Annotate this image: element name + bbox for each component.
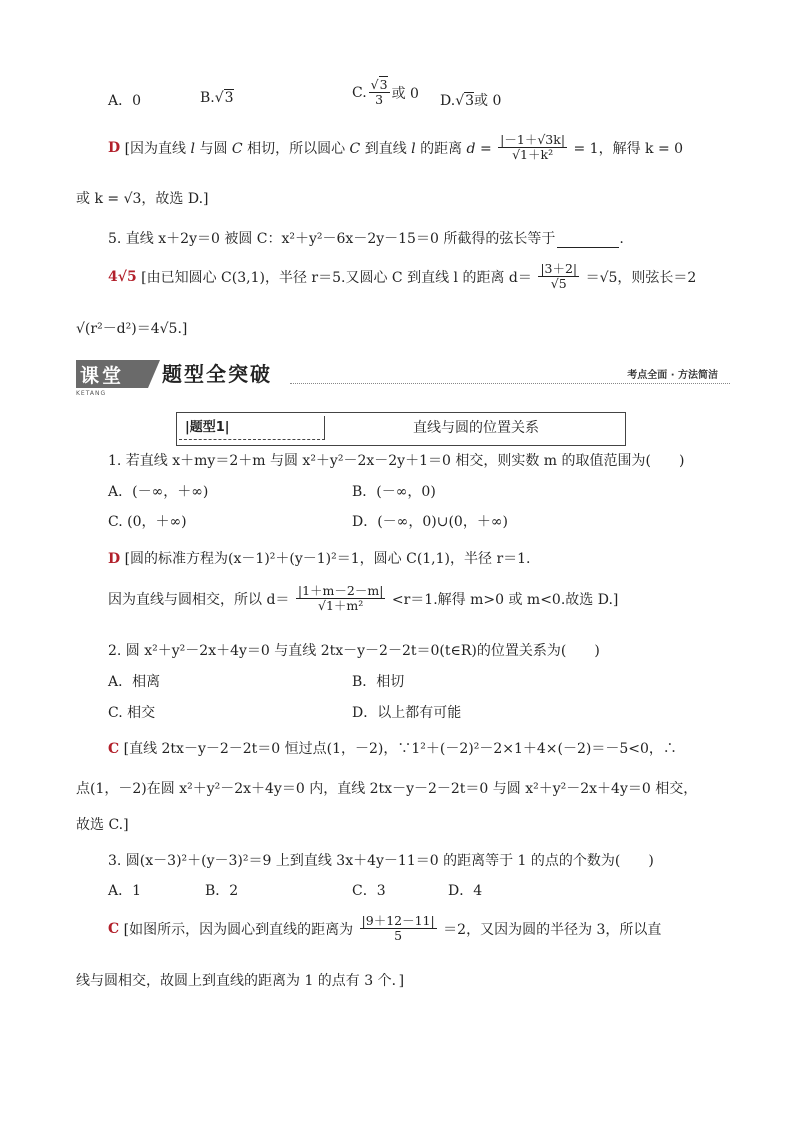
sqrt-symbol: √ <box>455 93 465 109</box>
prev-solution-text: [因为直线 l 与圆 C 相切，所以圆心 C 到直线 l 的距离 d = <box>124 140 497 157</box>
prev-option-a: A．0 <box>108 93 142 109</box>
prev-solution-fraction <box>498 133 567 163</box>
q3-option-b: B．2 <box>205 883 239 899</box>
q5-answer: 4√5 <box>108 268 137 285</box>
q1-stem: 1. 若直线 x＋my＝2＋m 与圆 x²＋y²－2x－2y＋1＝0 相交，则实数 m 的取值范围为( ) <box>108 453 685 469</box>
q1-solution-line-2 <box>108 584 618 614</box>
q2-solution-line-3: 故选 C.] <box>76 817 129 833</box>
section-banner-tag-en: KETANG <box>76 390 107 397</box>
q3-option-a: A．1 <box>108 883 142 899</box>
fraction-denominator: √5 <box>550 276 567 292</box>
fraction-numerator: |3＋2| <box>540 261 578 276</box>
prev-option-b <box>200 90 234 106</box>
fraction-denominator: √1＋k² <box>512 147 554 163</box>
q3-solution-line-2: 线与圆相交，故圆上到直线的距离为 1 的点有 3 个．] <box>76 973 405 989</box>
q3-option-c: C．3 <box>352 883 386 899</box>
q1-solution-line-1 <box>108 548 531 568</box>
prev-option-d-root: 3 <box>465 93 475 109</box>
prev-option-b-root: 3 <box>224 90 234 106</box>
q1-option-a: A．(－∞，＋∞) <box>108 484 209 500</box>
q5-solution-text-a: [由已知圆心 C(3,1)，半径 r＝5.又圆心 C 到直线 l 的距离 d＝ <box>141 269 532 286</box>
section-banner-title: 题型全突破 <box>162 362 272 386</box>
prev-option-b-label: B. <box>200 90 215 106</box>
q2-option-b: B．相切 <box>352 674 405 690</box>
sqrt-symbol: √ <box>214 90 224 106</box>
q3-stem: 3. 圆(x－3)²＋(y－3)²＝9 上到直线 3x＋4y－11＝0 的距离等于 1 的点的个数为( ) <box>108 853 654 869</box>
q1-option-c: C. (0，＋∞) <box>108 514 187 530</box>
q2-option-d: D．以上都有可能 <box>352 705 462 721</box>
fraction-denominator: 3 <box>375 92 384 108</box>
prev-option-c-tail: 或 0 <box>391 85 419 102</box>
prev-option-d-label: D. <box>440 93 456 109</box>
q2-option-a: A．相离 <box>108 674 161 690</box>
fraction-numerator: |－1＋√3k| <box>500 132 566 147</box>
section-banner-arrow <box>148 360 160 388</box>
fraction-numerator: √3 <box>370 77 388 92</box>
q5-stem: 5. 直线 x＋2y＝0 被圆 C：x²＋y²－6x－2y－15＝0 所截得的弦长等于 . <box>108 231 624 247</box>
q1-option-d: D．(－∞，0)∪(0，＋∞) <box>352 514 508 530</box>
prev-option-c <box>352 78 419 108</box>
q3-answer: C <box>108 920 120 937</box>
section-banner-tag: 课堂 <box>80 365 125 387</box>
q2-answer: C <box>108 741 120 757</box>
q2-solution-line-2: 点(1，－2)在圆 x²＋y²－2x＋4y＝0 内，直线 2tx－y－2－2t＝0 与圆 x²＋y²－2x＋4y＝0 相交， <box>76 781 698 797</box>
q1-solution-text: [圆的标准方程为(x－1)²＋(y－1)²＝1，圆心 C(1,1)，半径 r＝1. <box>124 551 531 567</box>
q1-option-b: B．(－∞，0) <box>352 484 436 500</box>
q5-solution-line-2: √(r²－d²)＝4√5.] <box>76 321 188 337</box>
prev-solution-tail: = 1，解得 k = 0 <box>573 140 684 157</box>
prev-option-d <box>440 90 501 110</box>
q5-blank <box>557 231 619 248</box>
q2-solution-line-1 <box>108 738 677 758</box>
question-type-title: 直线与圆的位置关系 <box>413 420 539 436</box>
q3-option-d: D．4 <box>448 883 483 899</box>
q2-stem: 2. 圆 x²＋y²－2x＋4y＝0 与直线 2tx－y－2－2t＝0(t∈R)的位置关系为( ) <box>108 643 600 659</box>
fraction-denominator: 5 <box>394 928 403 944</box>
fraction-denominator: √1＋m² <box>318 598 364 614</box>
fraction-numerator: |1＋m－2－m| <box>297 583 384 598</box>
q1-answer: D <box>108 551 121 567</box>
fraction-numerator: |9＋12－11| <box>361 913 435 928</box>
prev-option-c-label: C. <box>352 84 367 101</box>
section-banner-subtitle: 考点全面 · 方法简洁 <box>627 370 718 381</box>
prev-answer-letter: D <box>108 139 121 156</box>
q3-solution-text-a: [如图所示，因为圆心到直线的距离为 <box>123 921 354 938</box>
prev-solution-line-2: 或 k = √3，故选 D.] <box>76 191 209 207</box>
q3-solution-text-b: ＝2，又因为圆的半径为 3，所以直 <box>443 921 662 938</box>
q2-solution-text: [直线 2tx－y－2－2t＝0 恒过点(1，－2)，∵1²＋(－2)²－2×1＋4×(－2)＝－5<0，∴ <box>123 741 677 757</box>
q5-solution-line-1 <box>108 262 696 292</box>
q3-solution-fraction <box>360 914 437 944</box>
question-type-label: |题型1| <box>179 416 325 440</box>
q5-solution-text-b: ＝√5，则弦长＝2 <box>585 269 697 286</box>
q3-solution-line-1 <box>108 914 661 944</box>
prev-option-c-fraction <box>369 78 390 108</box>
prev-solution-line-1 <box>108 133 683 163</box>
question-type-box <box>176 412 626 446</box>
q1-solution-text-a: 因为直线与圆相交，所以 d＝ <box>108 591 290 608</box>
q2-option-c: C. 相交 <box>108 705 156 721</box>
q1-solution-text-b: <r＝1.解得 m>0 或 m<0.故选 D.] <box>391 591 619 608</box>
section-banner-divider <box>290 383 730 384</box>
q5-solution-fraction <box>538 262 579 292</box>
q1-solution-fraction <box>296 584 386 614</box>
prev-option-d-tail: 或 0 <box>474 93 502 109</box>
